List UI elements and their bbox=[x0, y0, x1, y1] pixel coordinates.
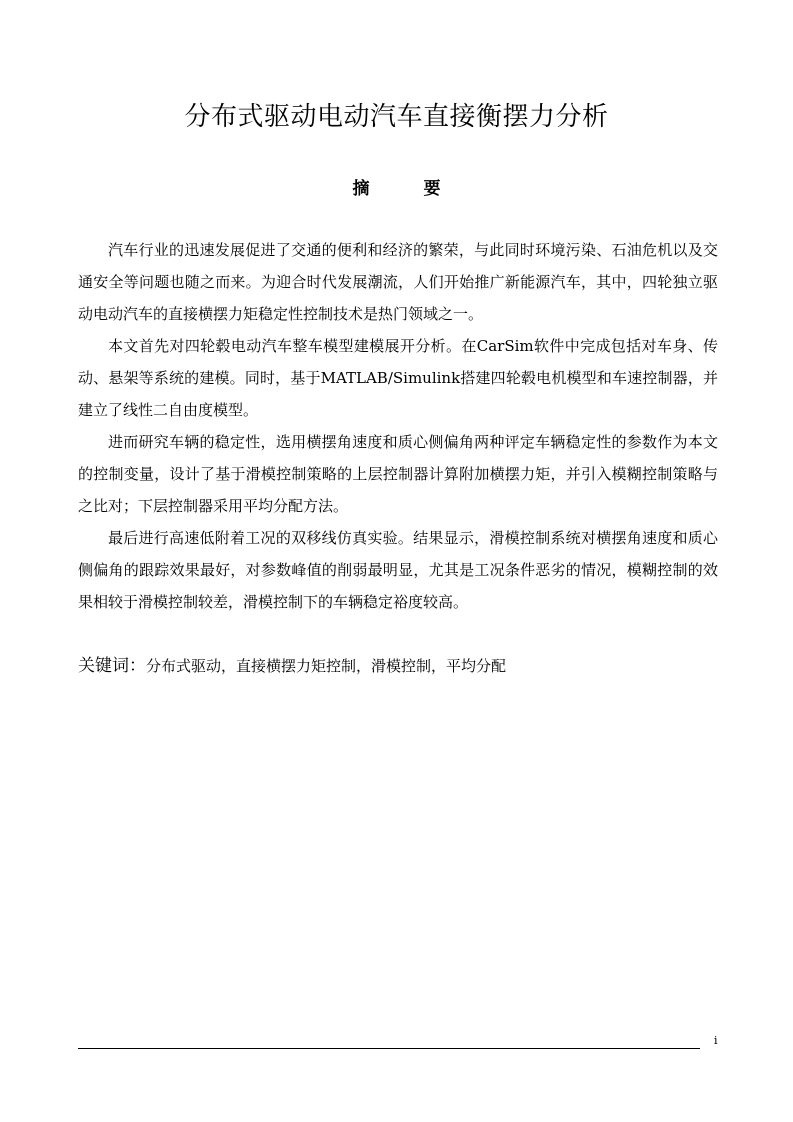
abstract-paragraph-4: 最后进行高速低附着工况的双移线仿真实验。结果显示，滑模控制系统对横摆角速度和质心侧偏角的跟踪效果最好，对参数峰值的削弱最明显，尤其是工况条件恶劣的情况，模糊控制的效果相较于滑模控制较差，滑模控制下的车辆稳定裕度较高。 bbox=[78, 529, 718, 611]
abstract-paragraph-1: 汽车行业的迅速发展促进了交通的便利和经济的繁荣，与此同时环境污染、石油危机以及交通安全等问题也随之而来。为迎合时代发展潮流，人们开始推广新能源汽车，其中，四轮独立驱动电动汽车的直接横摆力矩稳定性控制技术是热门领域之一。 bbox=[78, 241, 718, 323]
abstract-heading: 摘 要 bbox=[352, 179, 465, 199]
page-number: i bbox=[714, 1034, 718, 1047]
abstract-paragraph-2: 本文首先对四轮毂电动汽车整车模型建模展开分析。在CarSim软件中完成包括对车身、传动、悬架等系统的建模。同时，基于MATLAB/Simulink搭建四轮毂电机模型和车速控制器，并建立了线性二自由度模型。 bbox=[78, 337, 718, 419]
keywords-line bbox=[78, 652, 718, 680]
footer-divider bbox=[78, 1048, 700, 1049]
abstract-body bbox=[78, 234, 718, 618]
keywords-label: 关键词： bbox=[78, 656, 146, 676]
keywords-text: 分布式驱动，直接横摆力矩控制，滑模控制，平均分配 bbox=[146, 657, 507, 675]
abstract-paragraph-3: 进而研究车辆的稳定性，选用横摆角速度和质心侧偏角两种评定车辆稳定性的参数作为本文的控制变量，设计了基于滑模控制策略的上层控制器计算附加横摆力矩，并引入模糊控制策略与之比对；下层控制器采用平均分配方法。 bbox=[78, 433, 718, 515]
document-title: 分布式驱动电动汽车直接衡摆力分析 bbox=[184, 102, 609, 132]
